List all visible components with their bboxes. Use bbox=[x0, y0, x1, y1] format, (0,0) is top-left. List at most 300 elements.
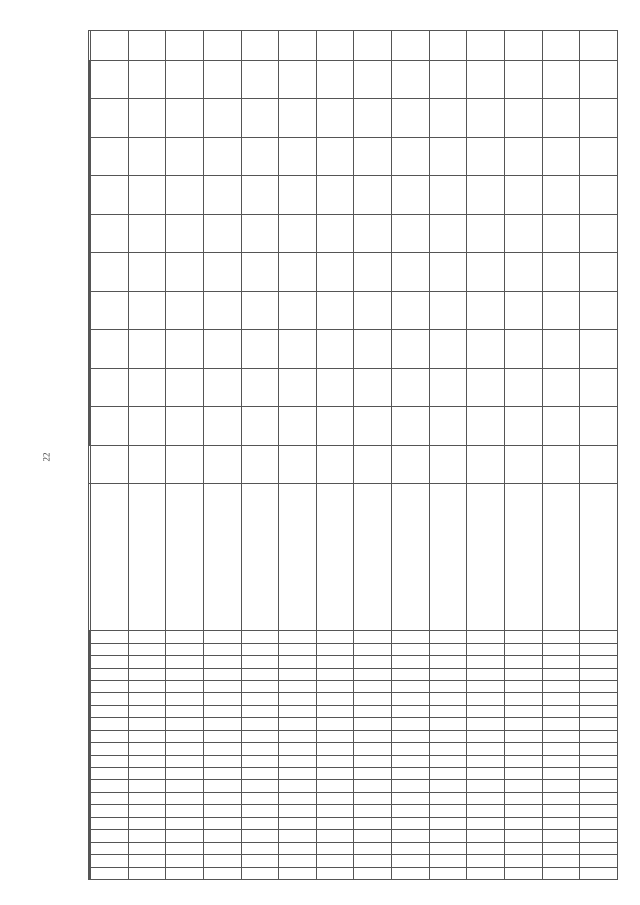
code-cell bbox=[580, 780, 618, 792]
value-cell bbox=[316, 31, 354, 61]
code-cell bbox=[128, 805, 166, 817]
code-cell bbox=[429, 867, 467, 879]
code-cell bbox=[392, 755, 430, 767]
value-cell bbox=[542, 407, 580, 445]
code-cell bbox=[467, 768, 505, 780]
code-cell bbox=[467, 681, 505, 693]
value-cell bbox=[128, 291, 166, 329]
code-cell bbox=[203, 705, 241, 717]
code-cell bbox=[542, 805, 580, 817]
code-cell bbox=[542, 631, 580, 643]
indicator-name bbox=[429, 484, 467, 631]
value-cell bbox=[241, 330, 279, 368]
code-cell bbox=[279, 842, 317, 854]
unit-cell bbox=[354, 445, 392, 483]
code-cell bbox=[279, 718, 317, 730]
code-cell bbox=[542, 718, 580, 730]
value-cell bbox=[279, 291, 317, 329]
value-cell bbox=[429, 330, 467, 368]
indicator-name bbox=[505, 484, 543, 631]
code-cell bbox=[316, 643, 354, 655]
value-cell bbox=[128, 368, 166, 406]
code-cell bbox=[316, 693, 354, 705]
unit-cell bbox=[203, 445, 241, 483]
code-cell bbox=[91, 631, 129, 643]
value-cell bbox=[128, 330, 166, 368]
code-cell bbox=[505, 792, 543, 804]
code-cell bbox=[91, 792, 129, 804]
code-cell bbox=[241, 867, 279, 879]
value-cell bbox=[316, 330, 354, 368]
code-cell bbox=[128, 830, 166, 842]
value-cell bbox=[542, 214, 580, 252]
value-cell bbox=[128, 31, 166, 61]
value-cell bbox=[392, 214, 430, 252]
value-cell bbox=[429, 31, 467, 61]
code-cell bbox=[392, 681, 430, 693]
value-cell bbox=[316, 407, 354, 445]
value-cell bbox=[580, 176, 618, 214]
code-cell bbox=[580, 743, 618, 755]
code-cell bbox=[128, 855, 166, 867]
value-cell bbox=[505, 330, 543, 368]
code-cell bbox=[429, 805, 467, 817]
value-cell bbox=[467, 253, 505, 291]
value-cell bbox=[467, 176, 505, 214]
value-cell bbox=[354, 214, 392, 252]
code-cell bbox=[316, 718, 354, 730]
code-cell bbox=[128, 768, 166, 780]
value-cell bbox=[203, 291, 241, 329]
code-cell bbox=[505, 643, 543, 655]
code-cell bbox=[316, 743, 354, 755]
value-cell bbox=[91, 60, 129, 99]
code-cell bbox=[128, 693, 166, 705]
value-cell bbox=[128, 253, 166, 291]
value-cell bbox=[542, 60, 580, 99]
code-cell bbox=[542, 817, 580, 829]
code-cell bbox=[354, 792, 392, 804]
code-cell bbox=[505, 805, 543, 817]
code-cell bbox=[203, 867, 241, 879]
value-cell bbox=[542, 137, 580, 175]
value-cell bbox=[91, 31, 129, 61]
value-cell bbox=[316, 253, 354, 291]
value-cell bbox=[392, 99, 430, 137]
value-cell bbox=[467, 291, 505, 329]
value-cell bbox=[467, 330, 505, 368]
value-cell bbox=[316, 60, 354, 99]
table-row bbox=[91, 31, 129, 880]
code-cell bbox=[542, 867, 580, 879]
table-row bbox=[542, 31, 580, 880]
value-cell bbox=[203, 60, 241, 99]
value-cell bbox=[505, 291, 543, 329]
code-cell bbox=[241, 768, 279, 780]
code-cell bbox=[467, 792, 505, 804]
code-cell bbox=[392, 867, 430, 879]
code-cell bbox=[128, 730, 166, 742]
code-cell bbox=[316, 780, 354, 792]
code-cell bbox=[429, 705, 467, 717]
code-cell bbox=[505, 730, 543, 742]
value-cell bbox=[542, 330, 580, 368]
value-cell bbox=[580, 99, 618, 137]
code-cell bbox=[429, 668, 467, 680]
value-cell bbox=[128, 137, 166, 175]
value-cell bbox=[91, 407, 129, 445]
value-cell bbox=[279, 60, 317, 99]
code-cell bbox=[392, 792, 430, 804]
indicator-name bbox=[580, 484, 618, 631]
value-cell bbox=[128, 214, 166, 252]
value-cell bbox=[166, 291, 204, 329]
code-cell bbox=[241, 668, 279, 680]
code-cell bbox=[128, 792, 166, 804]
code-cell bbox=[203, 631, 241, 643]
value-cell bbox=[580, 253, 618, 291]
code-cell bbox=[241, 855, 279, 867]
value-cell bbox=[467, 60, 505, 99]
value-cell bbox=[203, 407, 241, 445]
value-cell bbox=[203, 176, 241, 214]
code-cell bbox=[91, 668, 129, 680]
value-cell bbox=[91, 214, 129, 252]
code-cell bbox=[91, 830, 129, 842]
value-cell bbox=[279, 176, 317, 214]
code-cell bbox=[166, 867, 204, 879]
code-cell bbox=[166, 855, 204, 867]
value-cell bbox=[203, 253, 241, 291]
value-cell bbox=[429, 99, 467, 137]
code-cell bbox=[580, 842, 618, 854]
code-cell bbox=[166, 830, 204, 842]
value-cell bbox=[316, 214, 354, 252]
code-cell bbox=[580, 718, 618, 730]
code-cell bbox=[203, 693, 241, 705]
code-cell bbox=[505, 842, 543, 854]
code-cell bbox=[467, 643, 505, 655]
code-cell bbox=[580, 656, 618, 668]
code-cell bbox=[467, 805, 505, 817]
code-cell bbox=[166, 643, 204, 655]
value-cell bbox=[354, 31, 392, 61]
code-cell bbox=[203, 780, 241, 792]
code-cell bbox=[505, 768, 543, 780]
code-cell bbox=[542, 705, 580, 717]
code-cell bbox=[241, 730, 279, 742]
code-cell bbox=[505, 743, 543, 755]
code-cell bbox=[241, 755, 279, 767]
value-cell bbox=[241, 176, 279, 214]
value-cell bbox=[166, 31, 204, 61]
code-cell bbox=[429, 792, 467, 804]
code-cell bbox=[429, 681, 467, 693]
code-cell bbox=[316, 681, 354, 693]
table-row bbox=[128, 31, 166, 880]
code-cell bbox=[316, 631, 354, 643]
value-cell bbox=[467, 137, 505, 175]
code-cell bbox=[166, 631, 204, 643]
value-cell bbox=[166, 368, 204, 406]
value-cell bbox=[505, 137, 543, 175]
value-cell bbox=[392, 31, 430, 61]
value-cell bbox=[354, 368, 392, 406]
code-cell bbox=[392, 730, 430, 742]
value-cell bbox=[542, 176, 580, 214]
code-cell bbox=[467, 631, 505, 643]
code-cell bbox=[580, 681, 618, 693]
indicator-name bbox=[128, 484, 166, 631]
code-cell bbox=[91, 681, 129, 693]
table-row bbox=[279, 31, 317, 880]
code-cell bbox=[166, 693, 204, 705]
code-cell bbox=[279, 656, 317, 668]
code-cell bbox=[354, 867, 392, 879]
value-cell bbox=[166, 176, 204, 214]
code-cell bbox=[166, 792, 204, 804]
code-cell bbox=[91, 817, 129, 829]
code-cell bbox=[203, 643, 241, 655]
unit-cell bbox=[316, 445, 354, 483]
code-cell bbox=[505, 631, 543, 643]
value-cell bbox=[203, 330, 241, 368]
value-cell bbox=[241, 214, 279, 252]
value-cell bbox=[279, 368, 317, 406]
code-cell bbox=[429, 718, 467, 730]
code-cell bbox=[580, 855, 618, 867]
code-cell bbox=[392, 817, 430, 829]
value-cell bbox=[392, 60, 430, 99]
code-cell bbox=[91, 755, 129, 767]
value-cell bbox=[467, 214, 505, 252]
code-cell bbox=[542, 668, 580, 680]
code-cell bbox=[429, 817, 467, 829]
code-cell bbox=[429, 842, 467, 854]
value-cell bbox=[429, 291, 467, 329]
code-cell bbox=[392, 743, 430, 755]
code-cell bbox=[203, 842, 241, 854]
code-cell bbox=[241, 681, 279, 693]
value-cell bbox=[429, 407, 467, 445]
value-cell bbox=[354, 176, 392, 214]
code-cell bbox=[279, 730, 317, 742]
code-cell bbox=[128, 631, 166, 643]
value-cell bbox=[392, 291, 430, 329]
value-cell bbox=[467, 99, 505, 137]
unit-cell bbox=[279, 445, 317, 483]
value-cell bbox=[279, 137, 317, 175]
code-cell bbox=[241, 643, 279, 655]
code-cell bbox=[279, 643, 317, 655]
code-cell bbox=[316, 668, 354, 680]
code-cell bbox=[128, 718, 166, 730]
indicator-name bbox=[241, 484, 279, 631]
code-cell bbox=[392, 855, 430, 867]
value-cell bbox=[241, 291, 279, 329]
code-cell bbox=[354, 718, 392, 730]
code-cell bbox=[354, 643, 392, 655]
value-cell bbox=[128, 407, 166, 445]
value-cell bbox=[505, 407, 543, 445]
code-cell bbox=[505, 656, 543, 668]
code-cell bbox=[392, 842, 430, 854]
code-cell bbox=[580, 693, 618, 705]
value-cell bbox=[166, 99, 204, 137]
value-cell bbox=[166, 60, 204, 99]
value-cell bbox=[542, 253, 580, 291]
value-cell bbox=[279, 330, 317, 368]
table-row bbox=[580, 31, 618, 880]
value-cell bbox=[91, 99, 129, 137]
code-cell bbox=[91, 743, 129, 755]
code-cell bbox=[128, 681, 166, 693]
code-cell bbox=[505, 780, 543, 792]
code-cell bbox=[203, 830, 241, 842]
value-cell bbox=[241, 31, 279, 61]
indicator-name bbox=[166, 484, 204, 631]
code-cell bbox=[392, 805, 430, 817]
value-cell bbox=[505, 60, 543, 99]
code-cell bbox=[505, 668, 543, 680]
code-cell bbox=[279, 780, 317, 792]
code-cell bbox=[128, 817, 166, 829]
code-cell bbox=[580, 792, 618, 804]
code-cell bbox=[203, 755, 241, 767]
indicator-name bbox=[354, 484, 392, 631]
value-cell bbox=[316, 368, 354, 406]
value-cell bbox=[203, 99, 241, 137]
code-cell bbox=[467, 830, 505, 842]
code-cell bbox=[91, 867, 129, 879]
code-cell bbox=[354, 830, 392, 842]
value-cell bbox=[91, 253, 129, 291]
rotated-table-wrapper bbox=[88, 30, 618, 880]
code-cell bbox=[429, 693, 467, 705]
code-cell bbox=[467, 780, 505, 792]
table-row bbox=[166, 31, 204, 880]
value-cell bbox=[166, 214, 204, 252]
code-cell bbox=[542, 855, 580, 867]
code-cell bbox=[429, 743, 467, 755]
code-cell bbox=[542, 842, 580, 854]
code-cell bbox=[429, 656, 467, 668]
code-cell bbox=[467, 817, 505, 829]
value-cell bbox=[580, 60, 618, 99]
code-cell bbox=[354, 755, 392, 767]
code-cell bbox=[316, 867, 354, 879]
code-cell bbox=[203, 743, 241, 755]
code-cell bbox=[392, 705, 430, 717]
code-cell bbox=[128, 867, 166, 879]
code-cell bbox=[505, 855, 543, 867]
code-cell bbox=[316, 805, 354, 817]
code-cell bbox=[241, 656, 279, 668]
code-cell bbox=[279, 755, 317, 767]
code-cell bbox=[392, 780, 430, 792]
code-cell bbox=[505, 718, 543, 730]
value-cell bbox=[316, 137, 354, 175]
code-cell bbox=[316, 855, 354, 867]
value-cell bbox=[580, 291, 618, 329]
code-cell bbox=[166, 730, 204, 742]
table-row bbox=[505, 31, 543, 880]
code-cell bbox=[166, 755, 204, 767]
value-cell bbox=[354, 291, 392, 329]
code-cell bbox=[128, 656, 166, 668]
value-cell bbox=[91, 330, 129, 368]
code-cell bbox=[203, 805, 241, 817]
code-cell bbox=[354, 730, 392, 742]
code-cell bbox=[392, 656, 430, 668]
code-cell bbox=[166, 668, 204, 680]
value-cell bbox=[429, 253, 467, 291]
code-cell bbox=[542, 656, 580, 668]
value-cell bbox=[203, 31, 241, 61]
table-row bbox=[354, 31, 392, 880]
code-cell bbox=[316, 755, 354, 767]
code-cell bbox=[128, 705, 166, 717]
code-cell bbox=[128, 842, 166, 854]
value-cell bbox=[279, 99, 317, 137]
table-row bbox=[241, 31, 279, 880]
code-cell bbox=[392, 830, 430, 842]
value-cell bbox=[505, 253, 543, 291]
value-cell bbox=[505, 176, 543, 214]
code-cell bbox=[128, 743, 166, 755]
code-cell bbox=[429, 768, 467, 780]
code-cell bbox=[91, 780, 129, 792]
value-cell bbox=[241, 60, 279, 99]
code-cell bbox=[279, 830, 317, 842]
value-cell bbox=[279, 214, 317, 252]
code-cell bbox=[429, 631, 467, 643]
code-cell bbox=[166, 842, 204, 854]
value-cell bbox=[203, 137, 241, 175]
code-cell bbox=[279, 867, 317, 879]
code-cell bbox=[203, 768, 241, 780]
code-cell bbox=[241, 842, 279, 854]
code-cell bbox=[392, 768, 430, 780]
value-cell bbox=[91, 368, 129, 406]
value-cell bbox=[316, 176, 354, 214]
code-cell bbox=[241, 705, 279, 717]
value-cell bbox=[354, 407, 392, 445]
value-cell bbox=[542, 368, 580, 406]
table-body bbox=[91, 31, 618, 880]
document-sheet bbox=[88, 30, 618, 880]
value-cell bbox=[241, 368, 279, 406]
code-cell bbox=[128, 668, 166, 680]
unit-cell bbox=[392, 445, 430, 483]
code-cell bbox=[91, 643, 129, 655]
code-cell bbox=[580, 768, 618, 780]
code-cell bbox=[429, 830, 467, 842]
code-cell bbox=[91, 693, 129, 705]
code-cell bbox=[392, 668, 430, 680]
unit-cell bbox=[505, 445, 543, 483]
code-cell bbox=[91, 718, 129, 730]
code-cell bbox=[279, 693, 317, 705]
value-cell bbox=[392, 368, 430, 406]
code-cell bbox=[166, 768, 204, 780]
unit-cell bbox=[429, 445, 467, 483]
code-cell bbox=[128, 643, 166, 655]
value-cell bbox=[580, 214, 618, 252]
code-cell bbox=[580, 817, 618, 829]
code-cell bbox=[467, 668, 505, 680]
code-cell bbox=[505, 817, 543, 829]
